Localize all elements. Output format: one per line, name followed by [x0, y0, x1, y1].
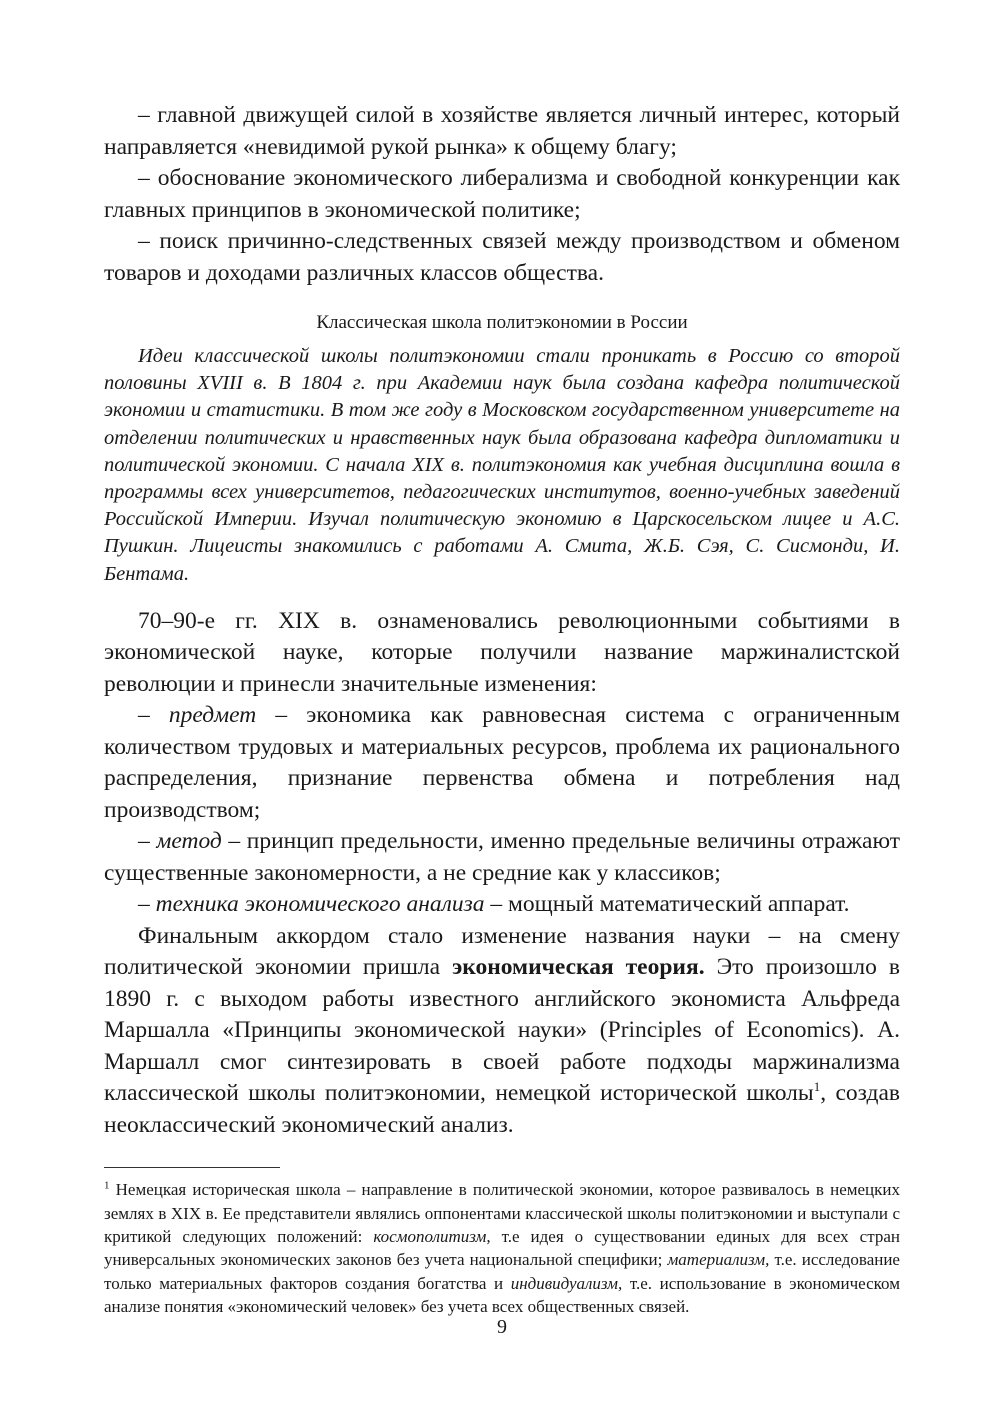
footnote-term-cosmopolitism: космополитизм,: [373, 1226, 491, 1246]
change-text: – мощный математический аппарат.: [484, 891, 850, 918]
economic-theory-term: экономическая теория.: [452, 954, 705, 981]
footnote-text-2: т.е идея о существовании единых для всех стран универсальных экономических законов без учета национальной специфики;: [104, 1226, 900, 1270]
sidebar-heading: Классическая школа политэкономии в России: [316, 312, 688, 333]
page-number: 9: [497, 1316, 507, 1338]
change-text: – экономика как равновесная система с ограниченным количеством трудовых и материальных ресурсов, проблема их рационального распределения, признание первенства обмена и потребления над производством;: [104, 702, 900, 823]
term-subject: предмет: [168, 702, 257, 729]
footnote-text-3: т.е. исследование только материальных факторов создания богатства и: [104, 1250, 900, 1293]
footnote-text-1: Немецкая историческая школа – направление в политической экономии, которое развивалось в немецких землях в XIX в. Ее представители являлись оппонентами классической школы политэкономии и выступали с критикой следующих положений:: [104, 1180, 900, 1246]
page-body: [104, 100, 900, 1318]
change-item-technique: [104, 889, 900, 921]
term-method: метод: [156, 828, 222, 855]
change-item-method: [104, 826, 900, 889]
intro-item-2: – обоснование экономического либерализма и свободной конкуренции как главных принципов в экономической политике;: [104, 165, 900, 223]
footnote-number: 1: [104, 1179, 110, 1192]
intro-item-3: – поиск причинно-следственных связей между производством и обменом товаров и доходами различных классов общества.: [104, 228, 900, 286]
footnote: [104, 1178, 900, 1318]
dash: –: [138, 828, 157, 855]
marginalist-paragraph: 70–90-е гг. XIX в. ознаменовались революционными событиями в экономической науке, которые получили название маржиналистской революции и принесли значительные изменения:: [104, 607, 900, 697]
dash: –: [138, 702, 169, 729]
footnote-ref[interactable]: 1: [813, 1079, 821, 1095]
intro-item-1: – главной движущей силой в хозяйстве является личный интерес, который направляется «невидимой рукой рынка» к общему благу;: [104, 102, 900, 160]
footnote-divider: [104, 1167, 280, 1168]
final-text-1: Финальным аккордом стало изменение названия науки – на смену политической экономии пришла: [104, 922, 900, 981]
final-paragraph: [104, 921, 900, 1142]
footnote-term-individualism: индивидуализм,: [510, 1273, 623, 1293]
final-text-2: Это произошло в 1890 г. с выходом работы известного английского экономиста Альфреда Маршалла «Принципы экономической науки» (Principles of Economics). А. Маршалл смог синтезировать в своей работе подходы маржинализма классической школы политэкономии, немецкой исторической школы: [104, 954, 900, 1107]
dash: –: [138, 891, 156, 918]
final-text-3: , создав неоклассический экономический анализ.: [104, 1080, 900, 1138]
change-text: – принцип предельности, именно предельные величины отражают существенные закономерности, а не средние как у классиков;: [104, 828, 900, 886]
footnote-text-4: т.е. использование в экономическом анализе понятия «экономический человек» без учета всех общественных связей.: [104, 1273, 900, 1316]
change-item-subject: [104, 700, 900, 826]
term-technique: техника экономического анализа: [155, 891, 485, 918]
footnote-term-materialism: материализм,: [667, 1250, 770, 1270]
sidebar-text: Идеи классической школы политэкономии стали проникать в Россию со второй половины XVIII в. В 1804 г. при Академии наук была создана кафедра политической экономии и статистики. В том же году в Московском государственном университете на отделении политических и нравственных наук была образована кафедра дипломатики и политической экономии. С начала XIX в. политэкономия как учебная дисциплина вошла в программы всех университетов, педагогических институтов, военно-учебных заведений Российской Империи. Изучал политическую экономию в Царскосельском лицее и А.С. Пушкин. Лицеисты знакомились с работами А. Смита, Ж.Б. Сэя, С. Сисмонди, И. Бентама.: [104, 345, 900, 585]
